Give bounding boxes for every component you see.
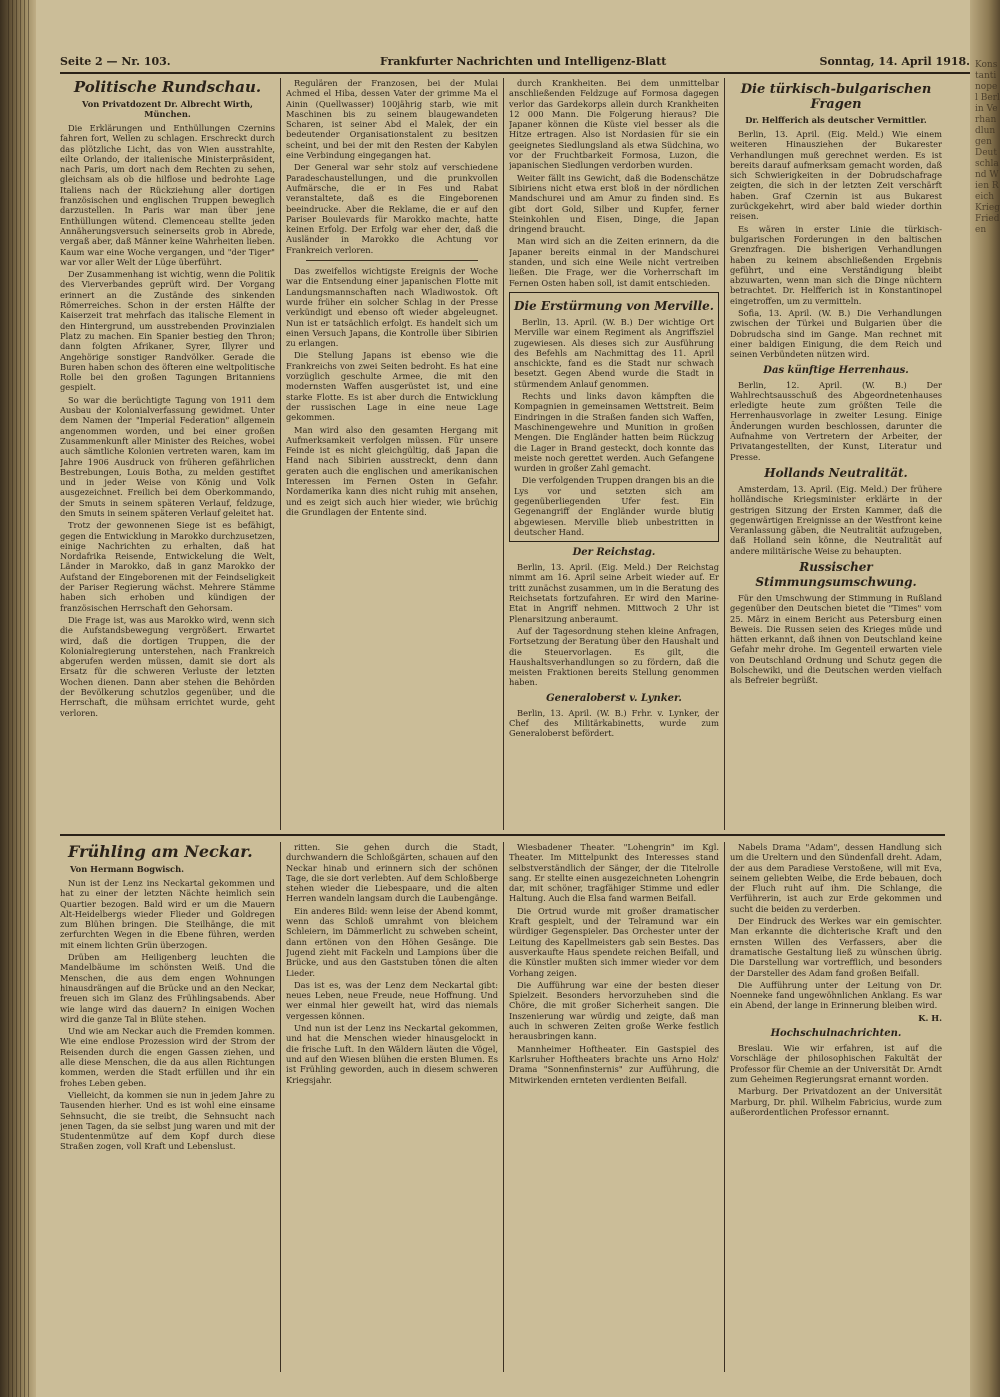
page-header (60, 54, 970, 74)
column-rule (503, 842, 504, 1372)
hochschul-title: Hochschulnachrichten. (770, 1028, 902, 1040)
paragraph: Man wird also den gesamten Hergang mit Aufmerksamkeit verfolgen müssen. Für unsere Feinde ist es nicht gleichgültig, daß Japan die Hand nach Sibirien ausstreckt, denn dann geraten auch die englischen und amerikanischen Interessen im Fernen Osten in Gefahr. Nordamerika kann dies nicht ruhig mit ansehen, und es zeigt sich auch hier wieder, wie brüchig die Grundlagen der Entente sind. (286, 424, 498, 517)
paragraph: Berlin, 13. April. (Eig. Meld.) Der Reichstag nimmt am 16. April seine Arbeit wieder auf. Er tritt zunächst zusammen, um in die Beratung des Reichsetats fortzufahren. Er wird den Marine-Etat in Angriff nehmen. Mittwoch 2 Uhr ist Plenarsitzung anberaumt. (509, 562, 719, 624)
column-4 (730, 78, 942, 830)
column-rule (724, 842, 725, 1372)
tuerkisch-title: Die türkisch-bulgarischen Fragen (740, 82, 932, 112)
feuilleton-divider (60, 834, 945, 836)
masthead: Frankfurter Nachrichten und Intelligenz-Blatt (380, 55, 667, 68)
paragraph: Die Frage ist, was aus Marokko wird, wenn sich die Aufstandsbewegung vergrößert. Erwartet wird, daß die dortigen Truppen, die der Kolonialregierung unterstehen, nach Frankreich abgerufen werden müssen, damit sie dort als Ersatz für die schweren Verluste der letzten Wochen dienen. Dann aber stehen die Behörden der Bevölkerung schutzlos gegenüber, und die Herrschaft, die mühsam errichtet wurde, geht verloren. (60, 614, 275, 718)
paragraph: Berlin, 13. April. (W. B.) Frhr. v. Lynker, der Chef des Militärkabinetts, wurde zum Generaloberst befördert. (509, 707, 719, 739)
paragraph: Das zweifellos wichtigste Ereignis der Woche war die Entsendung einer japanischen Flotte mit Landungsmannschaften nach Wladiwostok. Oft wurde früher ein solcher Schlag in der Presse verkündigt und ebenso oft wieder abgeleugnet. Nun ist er tatsächlich erfolgt. Es handelt sich um einen Versuch Japans, die Kontrolle über Sibirien zu erlangen. (286, 266, 498, 349)
paragraph: Die Aufführung war eine der besten dieser Spielzeit. Besonders hervorzuheben sind die Chöre, die mit großer Sicherheit sangen. Die Inszenierung war würdig und zeigte, daß man auch in schweren Zeiten große Werke festlich herausbringen kann. (509, 979, 719, 1042)
merville-title: Die Erstürmung von Merville. (514, 298, 714, 313)
paragraph: Auf der Tagesordnung stehen kleine Anfragen, Fortsetzung der Beratung über den Haushalt und die Steuervorlagen. Es gilt, die Haushaltsverhandlungen so zu fördern, daß die meisten Fraktionen bereits Stellung genommen haben. (509, 625, 719, 688)
paragraph: Für den Umschwung der Stimmung in Rußland gegenüber den Deutschen bietet die "Times" vom 25. März in einem Bericht aus Petersburg einen Beweis. Die Russen seien des Krieges müde und hätten erkannt, daß ihnen von Deutschland keine Gefahr mehr drohe. Im Gegenteil erwarten viele von Deutschland Ordnung und Schutz gegen die Bolschewiki, und die Deutschen werden vielfach als Befreier begrüßt. (730, 592, 942, 686)
merville-box (509, 292, 719, 542)
paragraph: Es wären in erster Linie die türkisch-bulgarischen Forderungen in den baltischen Grenzfragen. Die bisherigen Verhandlungen haben zu keinem abschließenden Ergebnis geführt, und eine Verständigung bleibt abzuwarten, wenn man sich die Dinge nüchtern betrachtet. Dr. Helfferich ist in Konstantinopel eingetroffen, um zu vermitteln. (730, 223, 942, 306)
paragraph: Berlin, 13. April. (W. B.) Der wichtige Ort Merville war einem Regiment als Angriffsziel zugewiesen. Als dieses sich zur Ausführung des Befehls am Nachmittag des 11. April anschickte, fand es die Stadt nur schwach besetzt. Gegen Abend wurde die Stadt in stürmendem Anlauf genommen. (514, 316, 714, 389)
column-7 (509, 842, 719, 1372)
paragraph: Der General war sehr stolz auf verschiedene Paradeschaustellungen, und die prunkvollen Aufmärsche, die er in Fes und Rabat veranstaltete, daß es die Eingeborenen beeindrucke. Aber die Reklame, die er auf den Pariser Boulevards für Marokko machte, hatte keinen Erfolg. Der Erfolg war eher der, daß die Ausländer in Marokko die Achtung vor Frankreich verloren. (286, 162, 498, 255)
paragraph: Marburg. Der Privatdozent an der Universität Marburg, Dr. phil. Wilhelm Fabricius, wurde zum außerordentlichen Professor ernannt. (730, 1086, 942, 1117)
paragraph: Breslau. Wie wir erfahren, ist auf die Vorschläge der philosophischen Fakultät der Professor für Chemie an der Universität Dr. Arndt zum Geheimen Regierungsrat ernannt worden. (730, 1043, 942, 1084)
column-6 (286, 842, 498, 1372)
paragraph: Weiter fällt ins Gewicht, daß die Bodenschätze Sibiriens nicht etwa erst bloß in der nördlichen Mandschurei und am Amur zu finden sind. Es gibt dort Gold, Silber und Kupfer, ferner Steinkohlen und Eisen, Dinge, die Japan dringend braucht. (509, 172, 719, 235)
paragraph: Man wird sich an die Zeiten erinnern, da die Japaner bereits einmal in der Mandschurei standen, und sich eine Weile nicht vertreiben ließen. Die Frage, wer die Vorherrschaft im Fernen Osten haben soll, ist damit entschieden. (509, 236, 719, 288)
paragraph: Nabels Drama "Adam", dessen Handlung sich um die Ureltern und den Sündenfall dreht. Adam, der aus dem Paradiese Verstoßene, will mit Eva, seinem geliebten Weibe, die Erde bebauen, doch der Fluch ruht auf ihm. Die Schlange, die Verführerin, ist auch zur Erde gekommen und sucht die beiden zu verderben. (730, 842, 942, 914)
paragraph: Wiesbadener Theater. "Lohengrin" im Kgl. Theater. Im Mittelpunkt des Interesses stand selbstverständlich der Sänger, der die Titelrolle sang. Er stellte einen ausgezeichneten Lohengrin dar, mit schöner, tragfähiger Stimme und edler Haltung. Auch die Elsa fand warmen Beifall. (509, 842, 719, 904)
paragraph: Der Eindruck des Werkes war ein gemischter. Man erkannte die dichterische Kraft und den ernsten Willen des Verfassers, aber die dramatische Gestaltung ließ zu wünschen übrig. Die Darstellung war vortrefflich, und besonders der Darsteller des Adam fand großen Beifall. (730, 916, 942, 978)
article-title: Politische Rundschau. (73, 78, 262, 96)
russland-title: Russischer Stimmungsumschwung. (755, 559, 917, 589)
column-rule (724, 78, 725, 830)
paragraph: Und nun ist der Lenz ins Neckartal gekommen, und hat die Menschen wieder hinausgelockt in die frische Luft. In den Wäldern läuten die Vögel, und auf den Wiesen blühen die ersten Blumen. Es ist Frühling geworden, auch in diesem schweren Kriegsjahr. (286, 1023, 498, 1085)
paragraph: Die Stellung Japans ist ebenso wie die Frankreichs von zwei Seiten bedroht. Es hat eine vorzüglich geschulte Armee, die mit den modernsten Waffen ausgerüstet ist, und eine starke Flotte. Es ist aber durch die Entwicklung der russischen Lage in eine neue Lage gekommen. (286, 350, 498, 423)
paragraph: ritten. Sie gehen durch die Stadt, durchwandern die Schloßgärten, schauen auf den Neckar hinab und erinnern sich der schönen Tage, die sie dort verlebten. Auf dem Schloßberge stehen wieder die Liebespaare, und die alten Herren wandeln langsam durch die Laubengänge. (286, 842, 498, 904)
holland-title: Hollands Neutralität. (764, 465, 908, 480)
column-feuilleton (60, 842, 275, 1372)
paragraph: Die Aufführung unter der Leitung von Dr. Noenneke fand ungewöhnlichen Anklang. Es war ein Abend, der lange in Erinnerung bleiben wird. (730, 979, 942, 1011)
paragraph: Vielleicht, da kommen sie nun in jedem Jahre zu Tausenden hierher. Und es ist wohl eine einsame Sehnsucht, die sie treibt, die Sehnsucht nach jenen Tagen, da sie selbst jung waren und mit der Studentenmütze auf dem Kopf durch diese Straßen zogen, voll Kraft und Lebenslust. (60, 1089, 275, 1152)
paragraph: Trotz der gewonnenen Siege ist es befähigt, gegen die Entwicklung in Marokko durchzusetzen, einige Nachrichten zu erhalten, daß hat Nordafrika Reisende, Entwickelung die Welt, Länder in Marokko, daß in ganz Marokko der Aufstand der Eingeborenen mit der Feindseligkeit der Pariser Regierung wächst. Mehrere Stämme haben sich erhoben und kündigen der französischen Herrschaft den Gehorsam. (60, 520, 275, 613)
paragraph: Nun ist der Lenz ins Neckartal gekommen und hat zu einer der letzten Nächte heimlich sein Quartier bezogen. Bald wird er um die Mauern Alt-Heidelbergs wieder Flieder und Goldregen zum Blühen bringen. Die Steilhänge, die mit zerfurchten Wegen in die Ebene führen, werden mit einem lichten Grün überzogen. (60, 878, 275, 950)
column-3 (509, 78, 719, 830)
separator (306, 260, 478, 261)
author-signature: K. H. (918, 1012, 942, 1023)
paragraph: Das ist es, was der Lenz dem Neckartal gibt: neues Leben, neue Freude, neue Hoffnung. Und wer einmal hier geweilt hat, wird das niemals vergessen können. (286, 979, 498, 1021)
paragraph: Und wie am Neckar auch die Fremden kommen. Wie eine endlose Prozession wird der Strom der Reisenden durch die engen Gassen ziehen, und alle diese Menschen, die da aus allen Richtungen kommen, werden die Stadt erfüllen und ihr ein frohes Leben geben. (60, 1026, 275, 1088)
column-politische-rundschau (60, 78, 275, 830)
paragraph: Der Zusammenhang ist wichtig, wenn die Politik des Vierverbandes geprüft wird. Der Vorgang erinnert an die Zustände des sinkenden Römerreiches. Schon in der ersten Hälfte der Kaiserzeit trat mehrfach das italische Element in den Hintergrund, um ausstrebenden Provinzialen Platz zu machen. Ein Spanier bestieg den Thron; dann folgten Afrikaner, Syrer, Illyrer und Angehörige sonstiger Randvölker. Gerade die Buren haben schon des öfteren eine weltpolitische Rolle bei den großen Tagungen Britanniens gespielt. (60, 269, 275, 393)
paragraph: Berlin, 12. April. (W. B.) Der Wahlrechtsausschuß des Abgeordnetenhauses erledigte heute zum größten Teile die Herrenhausvorlage in zweiter Lesung. Einige Änderungen wurden beschlossen, darunter die Aufnahme von Vertretern der Arbeiter, der Privatangestellten, der Kunst, Literatur und Presse. (730, 379, 942, 462)
paragraph: Sofia, 13. April. (W. B.) Die Verhandlungen zwischen der Türkei und Bulgarien über die Dobrudscha sind im Gange. Man rechnet mit einer baldigen Einigung, die dem Reich und seinen Verbündeten nützen wird. (730, 308, 942, 360)
article-byline: Von Privatdozent Dr. Albrecht Wirth, München. (82, 99, 253, 119)
adjacent-page-bleed: Konstantinopel Berlin Verhandlungen Deutschland Wien Reich Krieg Frieden (975, 60, 1000, 235)
paragraph: Rechts und links davon kämpften die Kompagnien in gemeinsamen Wettstreit. Beim Eindringen in die Straßen fanden sich Waffen, Maschinengewehre und Munition in großen Mengen. Die Engländer hatten beim Rückzug die Lager in Brand gesteckt, doch konnte das meiste noch gerettet werden. Auch Gefangene wurden in großer Zahl gemacht. (514, 391, 714, 474)
paragraph: durch Krankheiten. Bei dem unmittelbar anschließenden Feldzuge auf Formosa dagegen verlor das Gardekorps allein durch Krankheiten 12 000 Mann. Die Folgerung hieraus? Die Japaner können die Küste viel besser als die Hitze ertragen. Also ist Nordasien für sie ein geeignetes Siedlungsland als etwa Südchina, wo vor der Fruchtbarkeit Formosa, Luzon, die japanischen Siedlungen verdorben wurden. (509, 78, 719, 171)
paragraph: Mannheimer Hoftheater. Ein Gastspiel des Karlsruher Hoftheaters brachte uns Arno Holz' Drama "Sonnenfinsternis" zur Aufführung, die Mitwirkenden ernteten verdienten Beifall. (509, 1043, 719, 1085)
paragraph: Regulären der Franzosen, bei der Mulai Achmed el Hiba, dessen Vater der grimme Ma el Ainin (Quellwasser) 100jährig starb, wie mit Maschinen bis zu seinem blaugewandeten Scharen, ist seiner Abd el Malek, der ein bedeutender Organisationstalent zu besitzen scheint, und bei der mit den Resten der Kabylen eine Verbindung eingegangen hat. (286, 78, 498, 161)
paragraph: Berlin, 13. April. (Eig. Meld.) Wie einem weiteren Hinausziehen der Bukarester Verhandlungen muß gerechnet werden. Es ist bereits darauf aufmerksam gemacht worden, daß sich Schwierigkeiten in der Dobrudschafrage zeigten, die sich in der letzten Zeit verschärft haben. Graf Czernin ist aus Bukarest zurückgekehrt, wird aber bald wieder dorthin reisen. (730, 129, 942, 222)
column-rule (280, 78, 281, 830)
herrenhaus-title: Das künftige Herrenhaus. (763, 364, 909, 376)
book-spine (0, 0, 36, 1397)
column-8 (730, 842, 942, 1372)
paragraph: Die verfolgenden Truppen drangen bis an die Lys vor und setzten sich am gegenüberliegenden Ufer fest. Ein Gegenangriff der Engländer wurde blutig abgewiesen. Merville blieb unbestritten in deutscher Hand. (514, 475, 714, 537)
column-rule (280, 842, 281, 1372)
reichstag-title: Der Reichstag. (572, 547, 656, 559)
feuilleton-byline: Von Hermann Bogwisch. (70, 864, 185, 874)
paragraph: Die Ortrud wurde mit großer dramatischer Kraft gespielt, und der Telramund war ein würdiger Gegenspieler. Das Orchester unter der Leitung des Kapellmeisters gab sein Bestes. Das ausverkaufte Haus spendete reichen Beifall, und die Künstler mußten sich immer wieder vor dem Vorhang zeigen. (509, 905, 719, 978)
paragraph: So war die berüchtigte Tagung von 1911 dem Ausbau der Kolonialverfassung gewidmet. Unter dem Namen der "Imperial Federation" allgemein angenommen worden, und bei einer großen Zusammenkunft aller Minister des Reiches, wobei auch sämtliche Kolonien vertreten waren, kam im Jahre 1906 Ausdruck von früheren gefährlichen Bestrebungen, Louis Botha, zu melden gestiftet und in jeder Weise von König und Volk ausgezeichnet. Freilich bei dem Oberkommando, der Smuts in seinem späteren Verlauf, feldzuge, den Smuts in seinem späteren Verlauf geleitet hat. (60, 394, 275, 518)
general-title: Generaloberst v. Lynker. (546, 692, 682, 704)
feuilleton-title: Frühling am Neckar. (68, 842, 253, 861)
paragraph: Ein anderes Bild: wenn leise der Abend kommt, wenn das Schloß umrahmt von bleichem Schleiern, im Dämmerlicht zu schweben scheint, dann ertönen von den Höhen Gesänge. Die Jugend zieht mit Fackeln und Lampions über die Brücke, und aus den Gaststuben tönen die alten Lieder. (286, 905, 498, 978)
paragraph: Die Erklärungen und Enthüllungen Czernins fahren fort, Wellen zu schlagen. Erschreckt durch das plötzliche Licht, das von Wien ausstrahlte, eilte Orlando, der italienische Ministerpräsident, nach Paris, um dort nach dem Rechten zu sehen, gleichsam als ob die hilflose und bedrohte Lage Italiens nach der Rückziehung aller dortigen französischen und englischen Truppen beweglich darzustellen. In Paris war man über jene Enthüllungen wütend. Clemenceau stellte jeden Annäherungsversuch seinerseits grob in Abrede, vergaß aber, daß Männer keine Wahrheiten lieben. Kaum war eine Woche vergangen, und "der Tiger" war vor aller Welt der Lüge überführt. (60, 123, 275, 267)
paragraph: Drüben am Heiligenberg leuchten die Mandelbäume im schönsten Weiß. Und die Menschen, die aus dem engen Wohnungen hinausdrängen auf die Brücke und an den Neckar, freuen sich im Glanz des Frühlingsabends. Aber wie lange wird das dauern? In einigen Wochen wird die ganze Tal in Blüte stehen. (60, 952, 275, 1024)
column-rule (503, 78, 504, 830)
tuerkisch-subtitle: Dr. Helfferich als deutscher Vermittler. (745, 115, 927, 125)
page-number: Seite 2 — Nr. 103. (60, 55, 171, 68)
paragraph: Amsterdam, 13. April. (Eig. Meld.) Der frühere holländische Kriegsminister erklärte in der gestrigen Sitzung der Ersten Kammer, daß die gegenwärtigen Ereignisse an der Westfront keine Veranlassung gäben, die Neutralität aufzugeben, daß Holland sein könne, die Neutralität auf andere militärische Weise zu behaupten. (730, 483, 942, 556)
column-2 (286, 78, 498, 830)
issue-date: Sonntag, 14. April 1918. (819, 55, 970, 68)
